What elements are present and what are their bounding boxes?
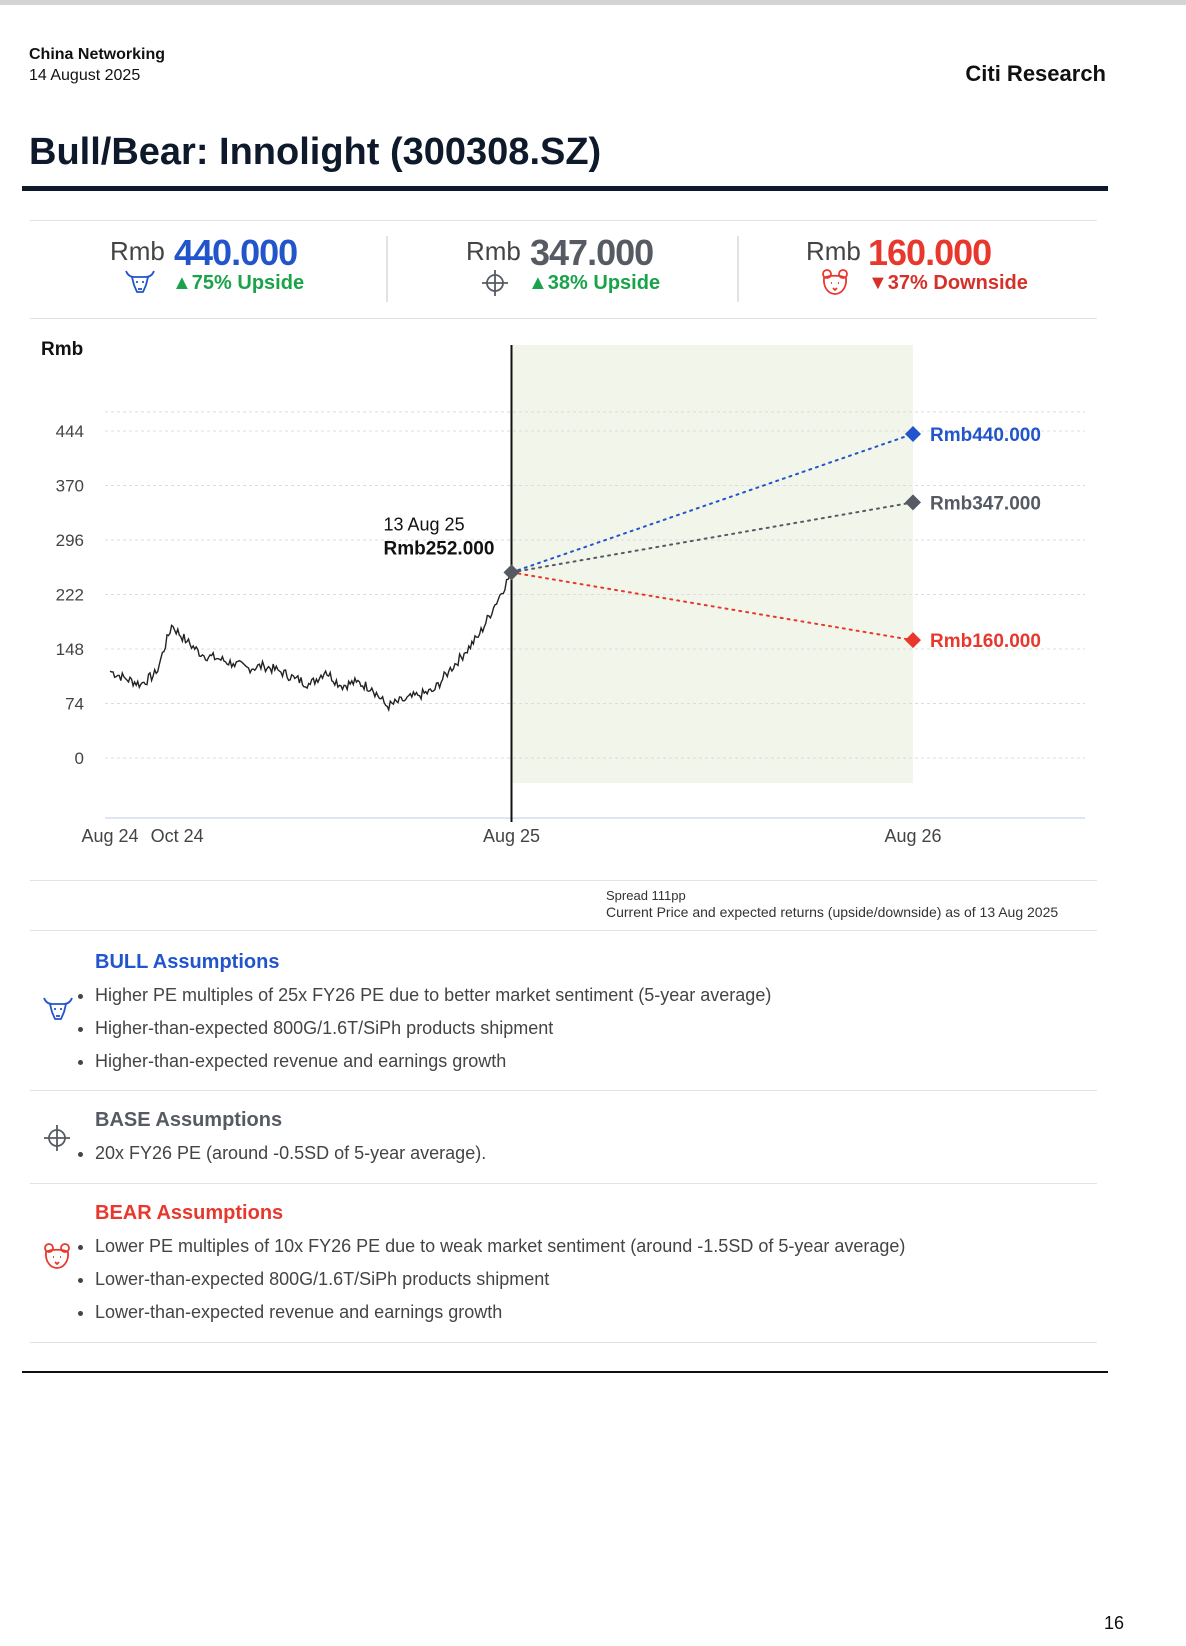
divider: [30, 1342, 1097, 1343]
y-tick-label: 444: [55, 421, 84, 441]
y-tick-label: 370: [55, 476, 84, 496]
section-heading: BASE Assumptions: [95, 1109, 283, 1131]
bear-assumptions: [30, 1196, 1097, 1336]
bull-assumptions: [30, 945, 1097, 1085]
section-heading: BEAR Assumptions: [95, 1202, 284, 1224]
x-tick-label: Oct 24: [150, 826, 204, 846]
bear-icon: [820, 268, 850, 301]
list-item: • Lower PE multiples of 10x FY26 PE due to weak market sentiment (around -1.5SD of 5-year average): [95, 1230, 905, 1263]
column-separator: [386, 236, 388, 302]
column-separator: [737, 236, 739, 302]
spread-note: Spread 111pp: [606, 888, 686, 903]
currency-prefix: Rmb: [466, 236, 521, 266]
list-item: • Higher-than-expected 800G/1.6T/SiPh products shipment: [95, 1012, 771, 1045]
target-price: 440.000: [174, 232, 298, 273]
y-axis-title: Rmb: [41, 340, 84, 360]
y-tick-label: 296: [55, 530, 84, 550]
list-item: • Higher-than-expected revenue and earnings growth: [95, 1045, 771, 1078]
forecast-band: [512, 345, 914, 783]
x-tick-label: Aug 26: [884, 826, 942, 846]
list-item: • Lower-than-expected 800G/1.6T/SiPh products shipment: [95, 1263, 905, 1296]
scenario-bull: [110, 228, 370, 304]
title-rule: [22, 186, 1108, 191]
divider: [30, 318, 1097, 319]
assumption-list: [78, 1137, 486, 1170]
page-number: 16: [1103, 1613, 1124, 1633]
page-title: Bull/Bear: Innolight (300308.SZ): [29, 131, 602, 173]
list-item: • Lower-than-expected revenue and earnings growth: [95, 1296, 905, 1329]
divider: [30, 1090, 1097, 1091]
target-price: 347.000: [530, 232, 654, 273]
crosshair-icon: [480, 268, 510, 303]
y-tick-label: 222: [55, 585, 84, 605]
assumption-list: [78, 979, 771, 1078]
bull-icon: [42, 995, 74, 1028]
assumption-list: [78, 1230, 905, 1329]
x-tick-label: Aug 24: [81, 826, 139, 846]
list-item: • Higher PE multiples of 25x FY26 PE due to better market sentiment (5-year average): [95, 979, 771, 1012]
bear-icon: [42, 1242, 72, 1275]
upside-label: ▲38% Upside: [528, 272, 661, 294]
top-border: [0, 0, 1186, 5]
crosshair-icon: [42, 1123, 72, 1158]
divider: [30, 220, 1097, 221]
chart-canvas: [30, 340, 1100, 860]
y-tick-label: 0: [74, 749, 84, 768]
base-assumptions: [30, 1103, 1097, 1183]
scenario-base: [466, 228, 726, 304]
report-date: 14 August 2025: [29, 67, 141, 84]
currency-prefix: Rmb: [110, 236, 165, 266]
returns-note: Current Price and expected returns (upside/downside) as of 13 Aug 2025: [606, 904, 1059, 920]
brand-name: Citi Research: [965, 61, 1106, 86]
bull-icon: [124, 268, 156, 301]
target-price: 160.000: [868, 232, 992, 273]
bottom-rule: [22, 1371, 1108, 1373]
section-name: China Networking: [29, 46, 166, 63]
bear-target-label: Rmb160.000: [930, 631, 1041, 653]
base-target-label: Rmb347.000: [930, 493, 1041, 515]
scenario-bear: [806, 228, 1086, 304]
y-tick-label: 148: [55, 639, 84, 659]
price-chart: [30, 340, 1100, 860]
price-series-line: [110, 572, 512, 709]
y-tick-label: 74: [65, 694, 84, 714]
x-tick-label: Aug 25: [482, 826, 541, 846]
current-price-label: Rmb252.000: [383, 538, 495, 560]
upside-label: ▲75% Upside: [172, 272, 305, 294]
divider: [30, 880, 1097, 881]
downside-label: ▼37% Downside: [868, 272, 1028, 294]
list-item: • 20x FY26 PE (around -0.5SD of 5-year average).: [95, 1137, 486, 1170]
current-date-label: 13 Aug 25: [383, 514, 465, 535]
divider: [30, 1183, 1097, 1184]
currency-prefix: Rmb: [806, 236, 861, 266]
section-heading: BULL Assumptions: [95, 951, 280, 973]
divider: [30, 930, 1097, 931]
bull-target-label: Rmb440.000: [930, 424, 1041, 446]
